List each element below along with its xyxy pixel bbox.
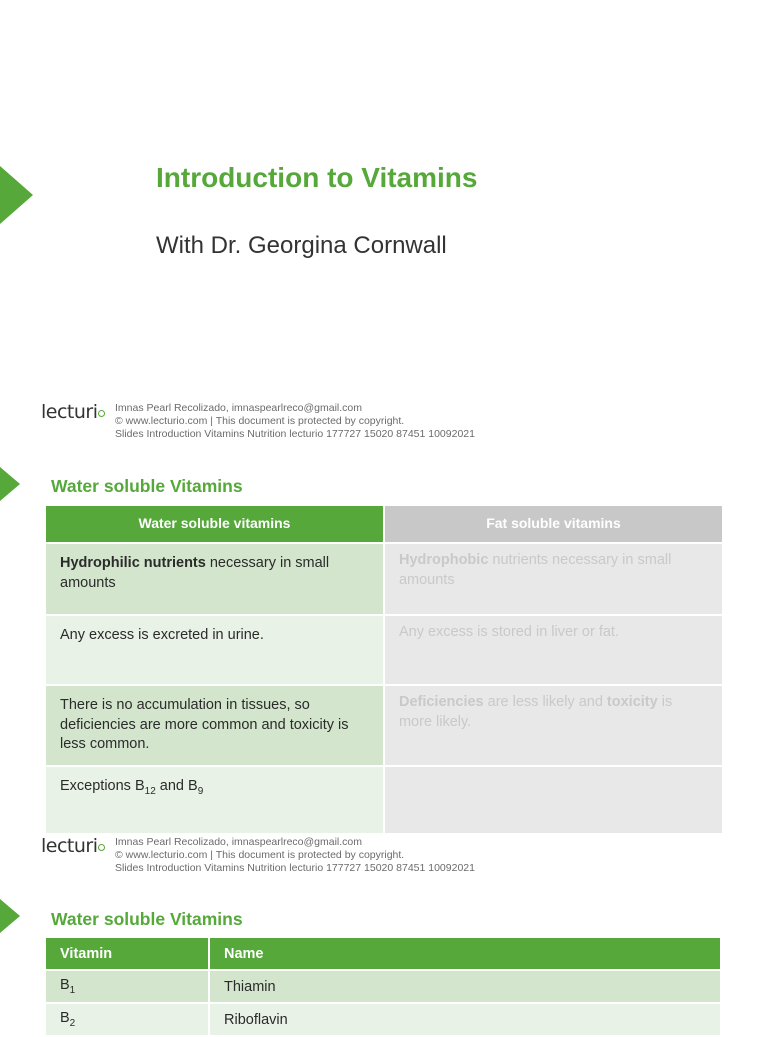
cell-fat: Hydrophobic nutrients necessary in small amounts <box>385 544 722 614</box>
logo-dot-icon <box>98 410 105 417</box>
table-row <box>46 544 722 614</box>
header-vitamin: Vitamin <box>46 938 208 969</box>
cell-water: Any excess is excreted in urine. <box>46 616 383 684</box>
cell-water: Hydrophilic nutrients necessary in small amounts <box>46 544 383 614</box>
slide-title: Introduction to Vitamins <box>156 162 478 193</box>
lecturio-logo: lecturi <box>41 401 98 423</box>
header-water-soluble: Water soluble vitamins <box>46 506 383 542</box>
header-fat-soluble: Fat soluble vitamins <box>385 506 722 542</box>
page-footer <box>41 835 481 874</box>
cell-water: Exceptions $B_{12}$ and $B_9$ <box>46 767 383 833</box>
page-footer <box>41 401 481 440</box>
cell-fat: Deficiencies are less likely and toxicity is more likely. <box>385 686 722 765</box>
footer-user-line: Imnas Pearl Recolizado, imnaspearlreco@gmail.com <box>115 836 363 848</box>
table-row <box>46 616 722 684</box>
cell-name: Riboflavin <box>210 1004 720 1035</box>
logo-dot-icon <box>98 844 105 851</box>
footer-doc-id-line: Slides Introduction Vitamins Nutrition lecturio 177727 15020 87451 10092021 <box>115 862 475 874</box>
cell-fat: Any excess is stored in liver or fat. <box>385 616 722 684</box>
section-title: Water soluble Vitamins <box>51 476 243 496</box>
footer-doc-id-line: Slides Introduction Vitamins Nutrition lecturio 177727 15020 87451 10092021 <box>115 428 475 440</box>
header-name: Name <box>210 938 720 969</box>
cell-water: There is no accumulation in tissues, so deficiencies are more common and toxicity is less common. <box>46 686 383 765</box>
lecturio-logo: lecturi <box>41 835 98 857</box>
footer-copyright-line: © www.lecturio.com | This document is protected by copyright. <box>115 415 405 427</box>
slide-marker-arrow <box>0 166 33 224</box>
slide-marker-arrow <box>0 467 20 501</box>
table-row <box>46 767 722 833</box>
footer-user-line: Imnas Pearl Recolizado, imnaspearlreco@gmail.com <box>115 402 363 414</box>
table-row <box>46 1004 720 1035</box>
cell-vitamin: $B_2$ <box>46 1004 208 1035</box>
vitamin-table <box>44 936 722 1037</box>
cell-vitamin: $B_1$ <box>46 971 208 1002</box>
footer-copyright-line: © www.lecturio.com | This document is protected by copyright. <box>115 849 405 861</box>
section-title: Water soluble Vitamins <box>51 909 243 929</box>
table-row <box>46 971 720 1002</box>
slide-subtitle: With Dr. Georgina Cornwall <box>156 232 447 259</box>
comparison-table <box>44 504 724 835</box>
table-row <box>46 686 722 765</box>
slide-marker-arrow <box>0 899 20 933</box>
cell-name: Thiamin <box>210 971 720 1002</box>
cell-fat <box>385 767 722 833</box>
